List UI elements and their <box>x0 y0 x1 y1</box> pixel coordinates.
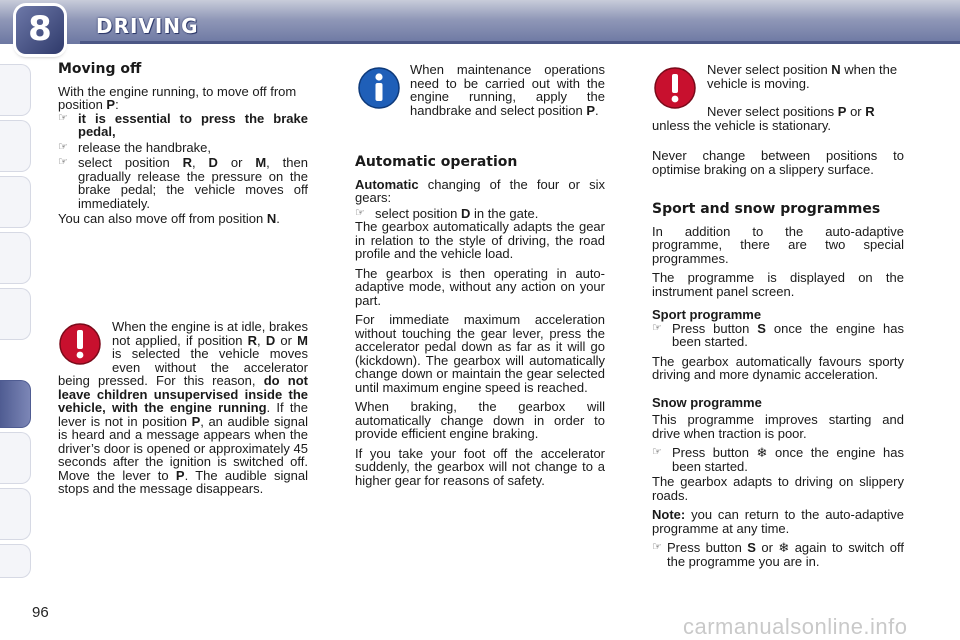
pointing-hand-icon: ☞ <box>652 541 662 553</box>
sport-snow-heading: Sport and snow programmes <box>652 201 881 217</box>
braking-text: When braking, the gearbox will automatically change down in order to provide efficient engine braking. <box>355 399 605 441</box>
note-text: Note: you can return to the auto-adaptive programme at any time. <box>652 507 904 536</box>
maintenance-info <box>410 63 605 123</box>
never-change-slippery: Never change between positions to optimise braking on a slippery surface. <box>652 148 904 177</box>
maintenance-info-text: When maintenance operations need to be carried out with the engine running, apply the handbrake and select position P. <box>410 62 605 118</box>
never-select-p-r: Never select positions P or R unless the vehicle is stationary. <box>652 104 875 133</box>
pointing-hand-icon: ☞ <box>58 140 68 153</box>
position-warning-a <box>707 63 904 96</box>
pointing-hand-icon: ☞ <box>355 206 365 219</box>
position-warning-c <box>652 149 904 182</box>
side-tab-2[interactable] <box>0 120 31 172</box>
automatic-intro: Automatic changing of the four or six gears: <box>355 176 605 205</box>
automatic-operation-heading: Automatic operation <box>355 154 518 170</box>
bullet-press-s: ☞ Press button S once the engine has been started. <box>652 320 904 349</box>
bullet-release-handbrake: ☞ release the handbrake, <box>58 139 211 155</box>
sport-snow-section <box>652 203 904 570</box>
foot-off-text: If you take your foot off the accelerator suddenly, the gearbox will not change to a higher gear for reasons of safety. <box>355 445 605 488</box>
snow-adapts-text: The gearbox adapts to driving on slippery roads. <box>652 474 904 503</box>
side-tab-8[interactable] <box>0 488 31 540</box>
pointing-hand-icon: ☞ <box>58 111 68 124</box>
position-warning-b <box>652 105 904 138</box>
page-number: 96 <box>32 604 49 621</box>
side-tab-7[interactable] <box>0 432 31 484</box>
snow-improves-text: This programme improves starting and drive when traction is poor. <box>652 412 904 441</box>
exclamation-warning-icon <box>653 66 697 110</box>
automatic-operation-section <box>355 156 605 493</box>
auto-adaptive-text: The gearbox is then operating in auto-adaptive mode, without any action on your part. <box>355 265 605 308</box>
bullet-select-position: ☞ select position R, D or M, then gradually release the pressure on the brake pedal; the vehicle moves off immediately. <box>58 155 308 211</box>
idle-warning-box <box>58 320 308 502</box>
side-tab-5[interactable] <box>0 288 31 340</box>
moving-off-section <box>58 63 308 232</box>
snowflake-icon: ❄ <box>778 540 790 555</box>
info-icon <box>357 66 401 110</box>
chapter-number: 8 <box>28 9 52 49</box>
side-tab-active[interactable] <box>0 380 31 428</box>
special-programmes-text: In addition to the auto-adaptive programme, there are two special programmes. <box>652 223 904 266</box>
sport-programme-title: Sport programme <box>652 307 762 322</box>
moving-off-intro: With the engine running, to move off from position P: <box>58 83 297 112</box>
automatic-adapt-text: The gearbox automatically adapts the gear in relation to the style of driving, the road profile and the vehicle load. <box>355 219 605 261</box>
snow-programme-title: Snow programme <box>652 394 762 410</box>
bullet-press-snow: ☞ Press button ❄ once the engine has been started. <box>652 445 904 474</box>
watermark: carmanualsonline.info <box>683 614 908 639</box>
header-rule <box>80 41 960 44</box>
move-off-from-n: You can also move off from position N. <box>58 211 280 226</box>
kickdown-text: For immediate maximum acceleration without touching the gear lever, press the accelerator pedal down as far as it will go (kickdown). The gearbox will automatically change down or maintain the gear selected until maximum engine speed is reached. <box>355 312 605 395</box>
never-select-n: Never select position N when the vehicle is moving. <box>707 62 898 91</box>
bullet-switch-off: ☞ Press button S or ❄ again to switch off the programme you are in. <box>652 540 904 569</box>
side-tab-1[interactable] <box>0 64 31 116</box>
chapter-badge <box>16 6 64 54</box>
sport-favours-text: The gearbox automatically favours sporty driving and more dynamic acceleration. <box>652 353 904 382</box>
side-tab-4[interactable] <box>0 232 31 284</box>
pointing-hand-icon: ☞ <box>58 156 68 168</box>
pointing-hand-icon: ☞ <box>652 321 662 334</box>
snowflake-icon: ❄ <box>756 445 768 460</box>
bullet-press-brake: ☞ it is essential to press the brake pedal, <box>58 110 308 139</box>
programme-display-text: The programme is displayed on the instrument panel screen. <box>652 270 904 299</box>
side-tab-9[interactable] <box>0 544 31 578</box>
moving-off-heading: Moving off <box>58 61 142 77</box>
side-tab-3[interactable] <box>0 176 31 228</box>
idle-warning-text: When the engine is at idle, brakes not applied, if position R, D or M is selected the vehicle moves even without the accelerator being pressed. For this reason, do not leave children unsupervised inside the vehicle, with the engine running. If the lever is not in position P, an audible signal is heard and a message appears when the driver’s door is opened or approximately 45 seconds after the ignition is switched off. Move the lever to P. The audible signal stops and the message disappears. <box>58 319 308 496</box>
pointing-hand-icon: ☞ <box>652 446 662 458</box>
bullet-select-d: ☞ select position D in the gate. <box>355 205 539 221</box>
page-title: DRIVING <box>96 14 199 38</box>
